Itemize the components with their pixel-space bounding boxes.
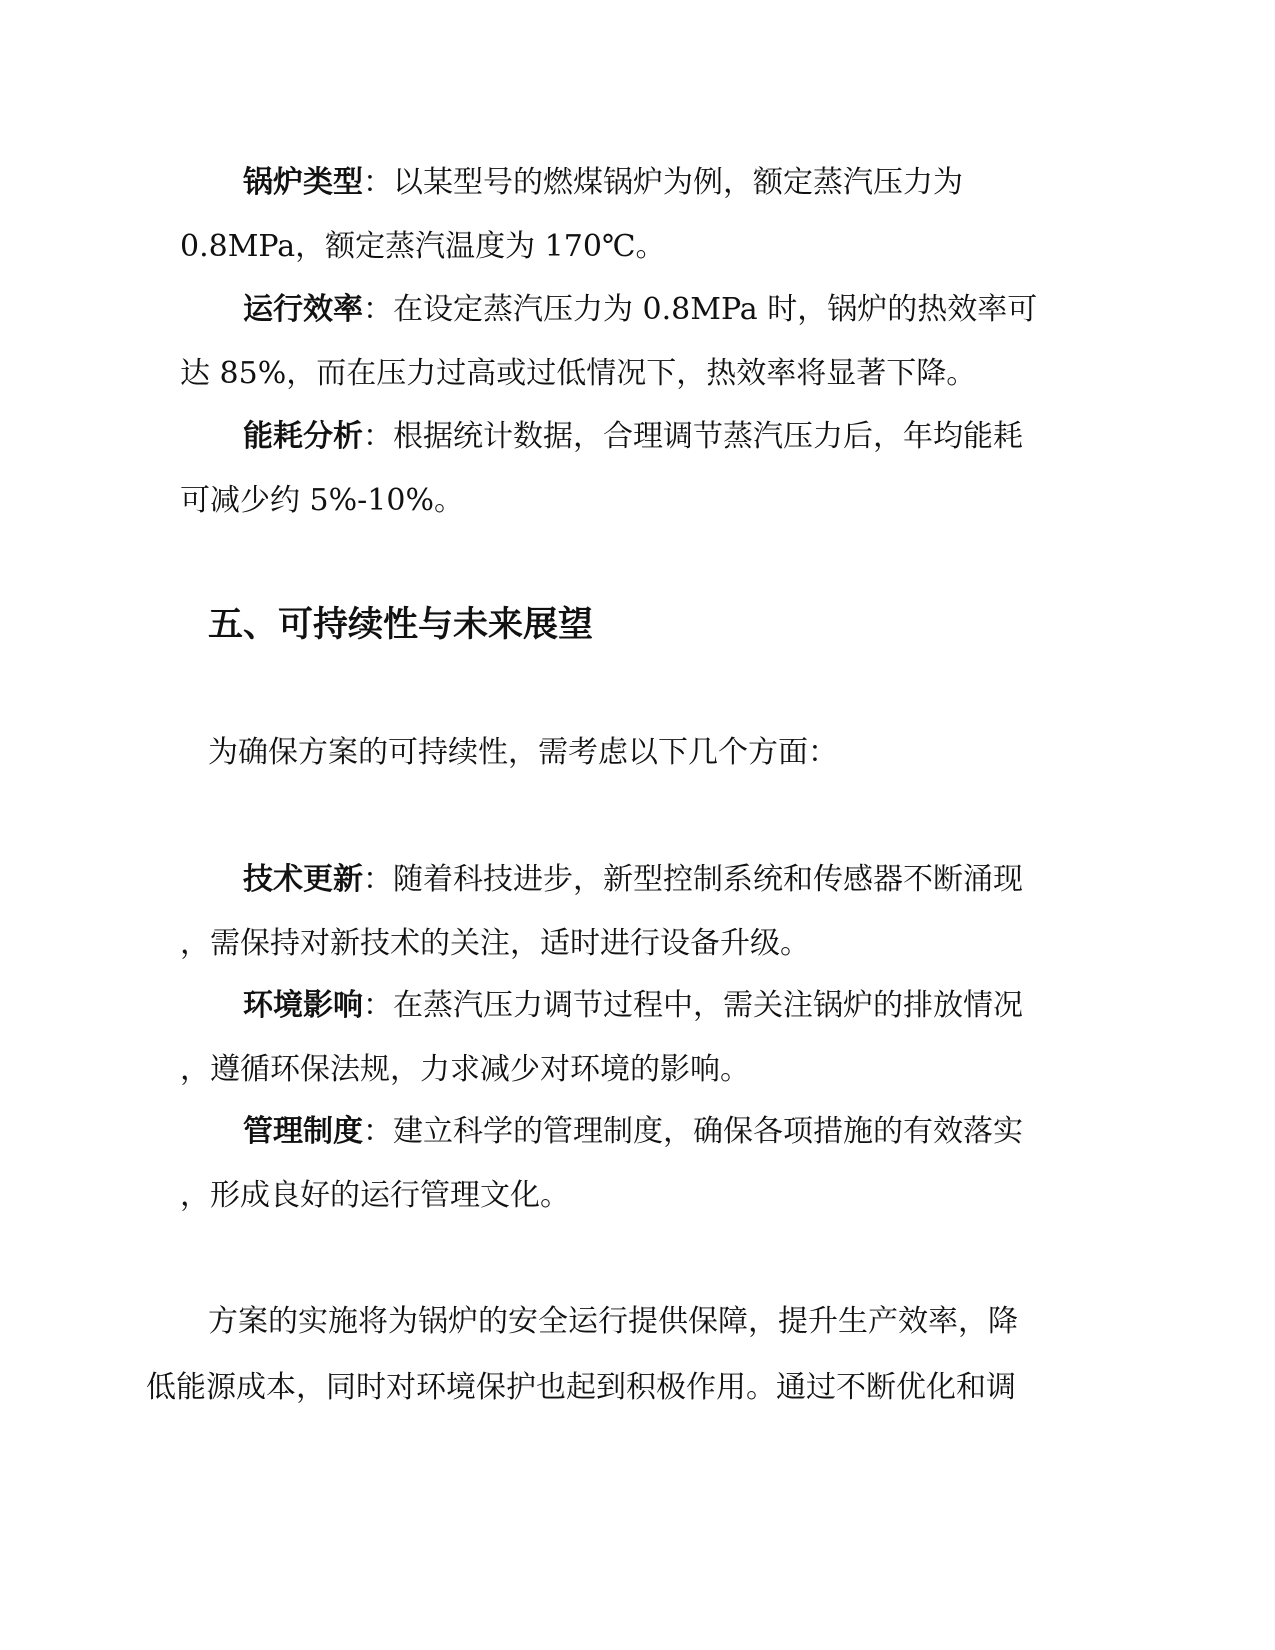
item-continuation: 0.8MPa，额定蒸汽温度为 170℃。 [180, 229, 666, 264]
item-continuation: ，形成良好的运行管理文化。 [180, 1178, 570, 1213]
item-text: 在设定蒸汽压力为 0.8MPa 时，锅炉的热效率可 [393, 292, 1038, 327]
item-term: 锅炉类型 [243, 165, 363, 200]
item-colon: ： [363, 165, 393, 200]
item-term: 技术更新 [243, 862, 363, 897]
item-term: 管理制度 [243, 1114, 363, 1149]
item-colon: ： [363, 862, 393, 897]
item-line [243, 860, 1023, 900]
item-text: 随着科技进步，新型控制系统和传感器不断涌现 [393, 862, 1023, 897]
item-term: 能耗分析 [243, 419, 363, 454]
item-continuation: ，需保持对新技术的关注，适时进行设备升级。 [180, 926, 810, 961]
item-text: 以某型号的燃煤锅炉为例，额定蒸汽压力为 [393, 165, 963, 200]
conclusion-line: 方案的实施将为锅炉的安全运行提供保障，提升生产效率，降 [208, 1304, 1018, 1339]
item-colon: ： [363, 292, 393, 327]
item-term: 运行效率 [243, 292, 363, 327]
intro-paragraph: 为确保方案的可持续性，需考虑以下几个方面： [208, 735, 838, 770]
item-continuation: ，遵循环保法规，力求减少对环境的影响。 [180, 1052, 750, 1087]
item-continuation: 达 85%，而在压力过高或过低情况下，热效率将显著下降。 [180, 356, 977, 391]
item-term: 环境影响 [243, 988, 363, 1023]
item-line [243, 1112, 1023, 1152]
item-line [243, 163, 963, 203]
item-colon: ： [363, 988, 393, 1023]
item-text: 建立科学的管理制度，确保各项措施的有效落实 [393, 1114, 1023, 1149]
item-colon: ： [363, 1114, 393, 1149]
item-line [243, 417, 1023, 457]
item-continuation: 可减少约 5%-10%。 [180, 483, 464, 518]
section-heading: 五、可持续性与未来展望 [208, 605, 594, 645]
item-line [243, 986, 1023, 1026]
item-text: 根据统计数据，合理调节蒸汽压力后，年均能耗 [393, 419, 1023, 454]
item-text: 在蒸汽压力调节过程中，需关注锅炉的排放情况 [393, 988, 1023, 1023]
conclusion-line: 低能源成本，同时对环境保护也起到积极作用。通过不断优化和调 [146, 1370, 1016, 1405]
item-line [243, 290, 1037, 330]
item-colon: ： [363, 419, 393, 454]
